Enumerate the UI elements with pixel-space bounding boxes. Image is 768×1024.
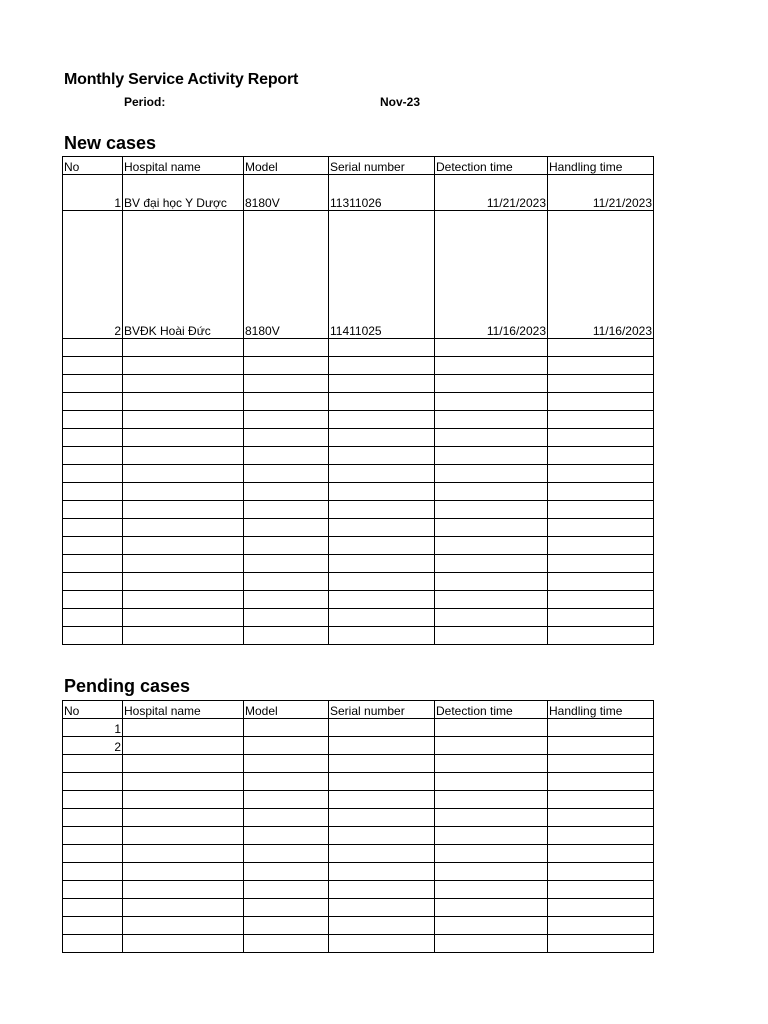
empty-row [63, 609, 654, 627]
empty-row [63, 591, 654, 609]
empty-cell [435, 627, 548, 645]
empty-cell [123, 573, 244, 591]
empty-cell [123, 755, 244, 773]
empty-row [63, 357, 654, 375]
header-row [63, 157, 654, 175]
header-row [63, 701, 654, 719]
empty-cell [123, 447, 244, 465]
period-value: Nov-23 [380, 95, 421, 109]
empty-cell [244, 573, 329, 591]
empty-cell [329, 537, 435, 555]
empty-cell [548, 375, 654, 393]
cell-no: 2 [63, 737, 123, 755]
empty-cell [548, 339, 654, 357]
report-title: Monthly Service Activity Report [64, 71, 299, 88]
empty-cell [63, 447, 123, 465]
empty-cell [244, 411, 329, 429]
empty-cell [435, 411, 548, 429]
empty-cell [435, 755, 548, 773]
empty-cell [329, 755, 435, 773]
empty-cell [435, 483, 548, 501]
empty-cell [123, 591, 244, 609]
empty-cell [435, 465, 548, 483]
empty-cell [548, 411, 654, 429]
header-handling-time: Handling time [548, 701, 654, 719]
empty-cell [548, 755, 654, 773]
empty-row [63, 537, 654, 555]
empty-cell [123, 411, 244, 429]
empty-cell [244, 881, 329, 899]
empty-cell [548, 773, 654, 791]
header-no: No [63, 701, 123, 719]
empty-cell [435, 501, 548, 519]
empty-cell [63, 899, 123, 917]
empty-cell [548, 519, 654, 537]
cell-handling-time: 11/21/2023 [548, 175, 654, 211]
cell-hospital-name: BVĐK Hoài Đức [123, 211, 244, 339]
empty-cell [329, 339, 435, 357]
empty-cell [329, 411, 435, 429]
empty-cell [329, 845, 435, 863]
empty-cell [548, 429, 654, 447]
empty-cell [435, 881, 548, 899]
empty-cell [63, 917, 123, 935]
empty-cell [123, 827, 244, 845]
empty-row [63, 881, 654, 899]
empty-cell [244, 429, 329, 447]
empty-cell [244, 537, 329, 555]
empty-cell [548, 827, 654, 845]
empty-cell [123, 899, 244, 917]
empty-cell [123, 483, 244, 501]
empty-cell [244, 773, 329, 791]
empty-cell [244, 357, 329, 375]
empty-cell [63, 591, 123, 609]
empty-cell [63, 627, 123, 645]
new-cases-heading: New cases [64, 133, 157, 153]
cell-handling-time [548, 737, 654, 755]
empty-cell [244, 755, 329, 773]
empty-cell [244, 809, 329, 827]
empty-cell [435, 935, 548, 953]
empty-row [63, 573, 654, 591]
empty-cell [329, 917, 435, 935]
header-serial-number: Serial number [329, 157, 435, 175]
empty-cell [548, 483, 654, 501]
cell-detection-time [435, 719, 548, 737]
empty-cell [63, 935, 123, 953]
empty-cell [435, 899, 548, 917]
empty-cell [244, 339, 329, 357]
empty-row [63, 863, 654, 881]
empty-row [63, 339, 654, 357]
empty-cell [329, 375, 435, 393]
empty-cell [435, 447, 548, 465]
empty-cell [123, 393, 244, 411]
empty-cell [329, 555, 435, 573]
empty-cell [123, 935, 244, 953]
empty-cell [244, 935, 329, 953]
empty-cell [435, 339, 548, 357]
empty-cell [123, 555, 244, 573]
header-detection-time: Detection time [435, 157, 548, 175]
empty-cell [548, 537, 654, 555]
empty-cell [548, 863, 654, 881]
empty-cell [548, 591, 654, 609]
empty-cell [63, 483, 123, 501]
empty-cell [123, 357, 244, 375]
table-row [63, 737, 654, 755]
empty-cell [123, 375, 244, 393]
cell-handling-time [548, 719, 654, 737]
empty-cell [244, 609, 329, 627]
empty-cell [244, 483, 329, 501]
empty-cell [123, 519, 244, 537]
header-serial-number: Serial number [329, 701, 435, 719]
empty-cell [329, 627, 435, 645]
header-hospital-name: Hospital name [123, 157, 244, 175]
empty-cell [435, 393, 548, 411]
empty-cell [63, 339, 123, 357]
empty-cell [329, 357, 435, 375]
empty-cell [329, 501, 435, 519]
empty-row [63, 773, 654, 791]
empty-cell [548, 881, 654, 899]
empty-cell [329, 809, 435, 827]
empty-cell [123, 881, 244, 899]
empty-row [63, 899, 654, 917]
header-no: No [63, 157, 123, 175]
empty-cell [329, 609, 435, 627]
empty-cell [63, 375, 123, 393]
empty-cell [123, 773, 244, 791]
empty-row [63, 755, 654, 773]
empty-cell [329, 863, 435, 881]
empty-cell [435, 773, 548, 791]
empty-cell [63, 501, 123, 519]
empty-cell [63, 357, 123, 375]
empty-cell [123, 791, 244, 809]
cell-model [244, 737, 329, 755]
empty-cell [548, 447, 654, 465]
empty-cell [63, 429, 123, 447]
empty-cell [548, 465, 654, 483]
empty-cell [123, 863, 244, 881]
pending-cases-table [62, 700, 654, 953]
cell-detection-time: 11/16/2023 [435, 211, 548, 339]
empty-cell [435, 573, 548, 591]
empty-cell [548, 609, 654, 627]
header-detection-time: Detection time [435, 701, 548, 719]
empty-cell [123, 845, 244, 863]
cell-no: 1 [63, 719, 123, 737]
cell-serial-number [329, 719, 435, 737]
cell-serial-number: 11311026 [329, 175, 435, 211]
empty-row [63, 447, 654, 465]
empty-cell [63, 881, 123, 899]
period-label: Period: [124, 95, 166, 109]
empty-cell [63, 609, 123, 627]
empty-row [63, 827, 654, 845]
empty-cell [63, 755, 123, 773]
empty-cell [548, 501, 654, 519]
header-model: Model [244, 701, 329, 719]
empty-cell [435, 863, 548, 881]
empty-cell [329, 447, 435, 465]
empty-cell [548, 555, 654, 573]
empty-cell [123, 465, 244, 483]
empty-row [63, 501, 654, 519]
empty-row [63, 375, 654, 393]
empty-cell [548, 791, 654, 809]
empty-cell [435, 845, 548, 863]
empty-cell [548, 935, 654, 953]
cell-model: 8180V [244, 211, 329, 339]
empty-cell [435, 791, 548, 809]
empty-cell [329, 935, 435, 953]
empty-cell [63, 411, 123, 429]
empty-cell [63, 791, 123, 809]
empty-row [63, 411, 654, 429]
empty-cell [63, 465, 123, 483]
cell-hospital-name [123, 719, 244, 737]
empty-row [63, 519, 654, 537]
empty-cell [123, 609, 244, 627]
empty-cell [329, 591, 435, 609]
empty-cell [548, 845, 654, 863]
empty-cell [63, 393, 123, 411]
empty-cell [63, 537, 123, 555]
empty-cell [244, 791, 329, 809]
empty-cell [329, 429, 435, 447]
empty-cell [329, 791, 435, 809]
cell-hospital-name [123, 737, 244, 755]
empty-cell [123, 429, 244, 447]
cell-no: 2 [63, 211, 123, 339]
empty-cell [244, 863, 329, 881]
empty-cell [435, 375, 548, 393]
empty-cell [435, 519, 548, 537]
empty-row [63, 917, 654, 935]
empty-cell [435, 827, 548, 845]
header-hospital-name: Hospital name [123, 701, 244, 719]
empty-cell [63, 809, 123, 827]
cell-serial-number [329, 737, 435, 755]
cell-model [244, 719, 329, 737]
empty-cell [244, 627, 329, 645]
empty-cell [435, 537, 548, 555]
table-row [63, 175, 654, 211]
empty-cell [244, 375, 329, 393]
empty-row [63, 483, 654, 501]
cell-serial-number: 11411025 [329, 211, 435, 339]
empty-cell [435, 429, 548, 447]
empty-cell [329, 519, 435, 537]
empty-cell [329, 573, 435, 591]
empty-cell [244, 899, 329, 917]
empty-cell [244, 465, 329, 483]
empty-cell [244, 393, 329, 411]
empty-cell [548, 357, 654, 375]
cell-model: 8180V [244, 175, 329, 211]
empty-row [63, 809, 654, 827]
empty-row [63, 465, 654, 483]
empty-cell [123, 917, 244, 935]
empty-cell [435, 591, 548, 609]
empty-cell [548, 917, 654, 935]
cell-detection-time: 11/21/2023 [435, 175, 548, 211]
empty-row [63, 555, 654, 573]
empty-cell [244, 845, 329, 863]
empty-cell [329, 465, 435, 483]
table-row [63, 211, 654, 339]
empty-cell [123, 627, 244, 645]
pending-cases-heading: Pending cases [64, 676, 191, 696]
empty-cell [244, 519, 329, 537]
empty-cell [244, 555, 329, 573]
empty-cell [123, 339, 244, 357]
empty-cell [244, 917, 329, 935]
header-handling-time: Handling time [548, 157, 654, 175]
empty-cell [329, 773, 435, 791]
empty-row [63, 791, 654, 809]
empty-cell [123, 809, 244, 827]
empty-cell [123, 537, 244, 555]
empty-cell [435, 917, 548, 935]
empty-cell [244, 501, 329, 519]
empty-cell [548, 899, 654, 917]
empty-cell [548, 573, 654, 591]
empty-cell [329, 881, 435, 899]
empty-cell [63, 519, 123, 537]
empty-row [63, 429, 654, 447]
cell-detection-time [435, 737, 548, 755]
empty-cell [548, 627, 654, 645]
empty-cell [63, 845, 123, 863]
table-row [63, 719, 654, 737]
empty-cell [244, 447, 329, 465]
empty-cell [63, 773, 123, 791]
empty-row [63, 935, 654, 953]
cell-no: 1 [63, 175, 123, 211]
empty-cell [435, 555, 548, 573]
cell-hospital-name: BV đại học Y Dược [123, 175, 244, 211]
empty-cell [435, 609, 548, 627]
empty-cell [329, 393, 435, 411]
empty-cell [435, 357, 548, 375]
empty-cell [63, 573, 123, 591]
empty-cell [63, 863, 123, 881]
cell-handling-time: 11/16/2023 [548, 211, 654, 339]
empty-cell [329, 899, 435, 917]
empty-cell [63, 827, 123, 845]
empty-cell [329, 483, 435, 501]
empty-row [63, 845, 654, 863]
empty-cell [548, 393, 654, 411]
empty-cell [548, 809, 654, 827]
new-cases-table [62, 156, 654, 645]
empty-cell [435, 809, 548, 827]
empty-cell [63, 555, 123, 573]
empty-cell [123, 501, 244, 519]
empty-cell [329, 827, 435, 845]
empty-cell [244, 827, 329, 845]
empty-row [63, 627, 654, 645]
header-model: Model [244, 157, 329, 175]
empty-cell [244, 591, 329, 609]
empty-row [63, 393, 654, 411]
